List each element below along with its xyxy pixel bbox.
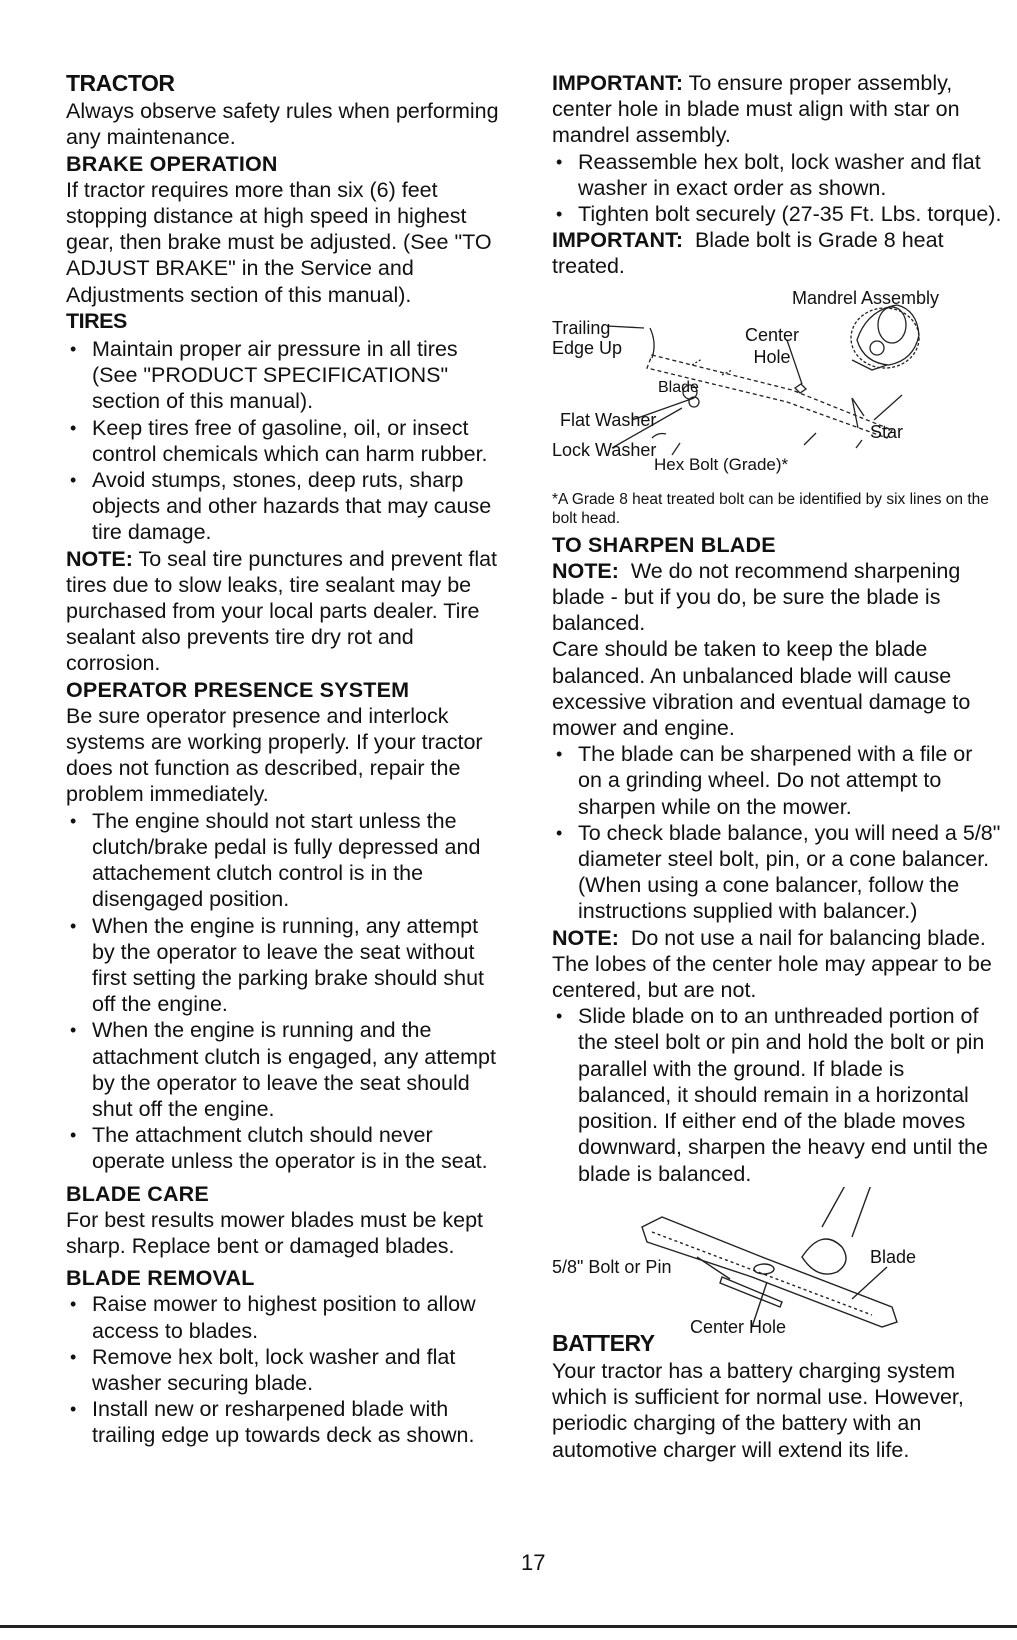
list-item: • When the engine is running and the attachment clutch is engaged, any attempt by the operator to leave the seat should shut off the engine.: [92, 1017, 506, 1122]
list-item: • Tighten bolt securely (27-35 Ft. Lbs. torque).: [578, 201, 1002, 227]
hex-bolt-callout: [552, 454, 1002, 484]
balance-note: [552, 925, 1002, 1004]
bottom-rule: [0, 1625, 1017, 1628]
mandrel-assembly-label: Mandrel Assembly: [792, 287, 940, 308]
tractor-heading: TRACTOR: [66, 70, 175, 96]
left-column: [66, 70, 506, 1449]
tires-heading: TIRES: [66, 308, 127, 333]
lock-washer-label: Lock Washer: [552, 439, 657, 460]
list-item: • The blade can be sharpened with a file or on a grinding wheel. Do not attempt to sharpen while on the mower.: [578, 741, 1002, 820]
right-column: [552, 70, 1002, 1463]
blade-care-heading: BLADE CARE: [66, 1181, 209, 1206]
list-item: • When the engine is running, any attempt by the operator to leave the seat without first setting the parking brake should shut off the engine.: [92, 913, 506, 1018]
list-item: • Install new or resharpened blade with trailing edge up towards deck as shown.: [92, 1396, 506, 1448]
bolt-or-pin-label: 5/8" Bolt or Pin: [552, 1256, 672, 1277]
list-item: • Maintain proper air pressure in all tires (See "PRODUCT SPECIFICATIONS" section of this manual).: [92, 336, 506, 415]
hex-bolt-label: Hex Bolt (Grade)*: [654, 454, 789, 474]
list-item: • Reassemble hex bolt, lock washer and flat washer in exact order as shown.: [578, 149, 1002, 201]
important-alignment: [552, 70, 1002, 149]
page-number: 17: [521, 1550, 546, 1575]
list-item: • Keep tires free of gasoline, oil, or insect control chemicals which can harm rubber.: [92, 415, 506, 467]
tires-list: [66, 336, 506, 546]
list-item: • The engine should not start unless the clutch/brake pedal is fully depressed and attachement clutch control is in the disengaged position.: [92, 808, 506, 913]
important-label: IMPORTANT:: [552, 71, 683, 95]
blade-label: Blade: [870, 1246, 917, 1267]
tractor-text: Always observe safety rules when performing any maintenance.: [66, 99, 499, 150]
list-item: • Slide blade on to an unthreaded portion of the steel bolt or pin and hold the bolt or pin parallel with the ground. If blade is balanced, it should remain in a horizontal position. If either end of the blade moves downward, sharpen the heavy end until the blade is balanced.: [578, 1003, 1002, 1186]
battery-heading: BATTERY: [552, 1329, 655, 1356]
star-label: Star: [870, 421, 904, 442]
operator-presence-heading: OPERATOR PRESENCE SYSTEM: [66, 677, 410, 702]
blade-removal-list: [66, 1291, 506, 1448]
tires-note-text: To seal tire punctures and prevent flat tires due to slow leaks, tire sealant may be purchased from your local parts dealer. Tire sealant also prevents tire dry rot and corrosion.: [66, 546, 498, 676]
important-alignment-text: To ensure proper assembly, center hole in blade must align with star on mandrel assembly.: [552, 71, 960, 148]
blade-label: Blade: [658, 378, 699, 396]
list-item: • Avoid stumps, stones, deep ruts, sharp objects and other hazards that may cause tire damage.: [92, 467, 506, 546]
assembly-list: [552, 149, 1002, 228]
list-item: • Raise mower to highest position to allow access to blades.: [92, 1291, 506, 1343]
brake-operation-text: If tractor requires more than six (6) feet stopping distance at high speed in highest gear, then brake must be adjusted. (See "TO ADJUST BRAKE" in the Service and Adjustments section of this manual).: [66, 177, 492, 307]
sharpen-list: [552, 741, 1002, 924]
flat-washer-label: Flat Washer: [560, 409, 657, 430]
important-grade-text: Blade bolt is Grade 8 heat treated.: [552, 228, 944, 279]
list-item: • To check blade balance, you will need a 5/8" diameter steel bolt, pin, or a cone balancer. (When using a cone balancer, follow the instructions supplied with balancer.): [578, 820, 1002, 925]
battery-text: Your tractor has a battery charging system which is sufficient for normal use. However, periodic charging of the battery with an automotive charger will extend its life.: [552, 1358, 964, 1462]
sharpen-text: Care should be taken to keep the blade balanced. An unbalanced blade will cause excessive vibration and eventual damage to mower and engine.: [552, 637, 971, 741]
important-label: IMPORTANT:: [552, 228, 683, 253]
sharpen-note-text: We do not recommend sharpening blade - but if you do, be sure the blade is balanced.: [552, 558, 961, 636]
operator-presence-text: Be sure operator presence and interlock systems are working properly. If your tractor does not function as described, repair the problem immediately.: [66, 703, 483, 807]
blade-removal-heading: BLADE REMOVAL: [66, 1266, 255, 1291]
trailing-edge-label: Trailing Edge Up: [552, 317, 623, 358]
sharpen-blade-heading: TO SHARPEN BLADE: [552, 532, 776, 557]
center-hole-label: Center Hole: [690, 1316, 787, 1337]
blade-care-text: For best results mower blades must be kept sharp. Replace bent or damaged blades.: [66, 1207, 484, 1258]
balance-note-text: Do not use a nail for balancing blade. The lobes of the center hole may appear to be centered, but are not.: [552, 925, 992, 1003]
blade-assembly-figure: [552, 280, 1002, 460]
note-label: NOTE:: [66, 546, 133, 571]
note-label: NOTE:: [552, 925, 619, 950]
blade-balance-figure: [552, 1187, 1002, 1362]
sharpen-note: [552, 558, 1002, 637]
list-item: • The attachment clutch should never operate unless the operator is in the seat.: [92, 1122, 506, 1174]
brake-operation-heading: BRAKE OPERATION: [66, 151, 278, 176]
note-label: NOTE:: [552, 558, 619, 583]
operator-presence-list: [66, 808, 506, 1175]
grade-footnote: *A Grade 8 heat treated bolt can be identified by six lines on the bolt head.: [552, 490, 989, 527]
balance-list: [552, 1003, 1002, 1186]
important-grade: [552, 227, 1002, 279]
list-item: • Remove hex bolt, lock washer and flat washer securing blade.: [92, 1344, 506, 1396]
tires-note: [66, 546, 506, 677]
center-hole-label: Center Hole: [744, 324, 800, 367]
